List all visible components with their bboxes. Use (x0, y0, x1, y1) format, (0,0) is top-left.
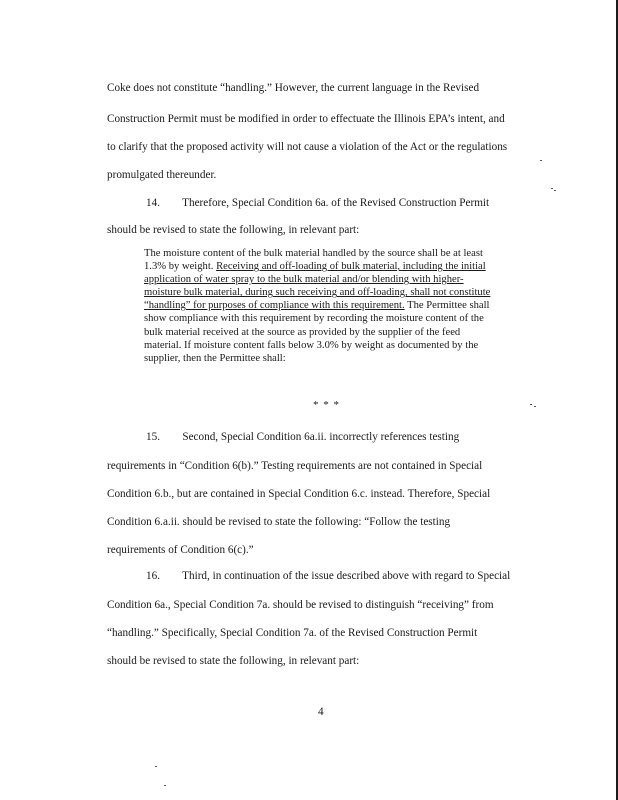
scan-speck (534, 406, 536, 407)
paragraph-16-line: 16. Third, in continuation of the issue described above with regard to Special (146, 570, 511, 582)
body-line: Coke does not constitute “handling.” However, the current language in the Revised (107, 82, 480, 94)
paragraph-16-line: should be revised to state the following, in relevant part: (107, 655, 360, 667)
paragraph-15-line: Condition 6.a.ii. should be revised to state the following: “Follow the testing (107, 516, 451, 528)
scan-speck (155, 766, 157, 767)
paragraph-15-line: Condition 6.b., but are contained in Special Condition 6.c. instead. Therefore, Special (107, 488, 491, 500)
block-quote (144, 247, 494, 365)
quote-underlined-insertion: Receiving and off-loading of bulk material, including the initial application of water spray to the bulk material and/or blending with higher-moisture bulk material, during such receiving and off-loading, shall not constitute “handling” for purposes of compliance with this requirement. (144, 261, 491, 312)
scan-speck (530, 404, 532, 405)
paragraph-16-line: Condition 6a., Special Condition 7a. should be revised to distinguish “receiving” from (107, 599, 494, 611)
body-line: to clarify that the proposed activity will not cause a violation of the Act or the regulations (107, 141, 508, 153)
body-line: Construction Permit must be modified in order to effectuate the Illinois EPA’s intent, and (107, 113, 505, 125)
paragraph-15-line: 15. Second, Special Condition 6a.ii. incorrectly references testing (146, 431, 460, 443)
quote-text-before: The moisture content of the bulk material handled by the source shall be at least 1.3% by weight. (144, 248, 483, 273)
paragraph-15-line: requirements in “Condition 6(b).” Testing requirements are not contained in Special (107, 460, 483, 472)
scan-speck (554, 190, 556, 191)
section-separator: * * * (313, 399, 340, 411)
scan-speck (164, 785, 166, 786)
quote-text-after: The Permittee shall show compliance with this requirement by recording the moisture content of the bulk material received at the source as provided by the supplier of the feed material. If moisture content falls below 3.0% by weight as documented by the supplier, then the Permittee shall: (144, 300, 490, 364)
paragraph-15-line: requirements of Condition 6(c).” (107, 544, 254, 556)
paragraph-14-first-line: 14. Therefore, Special Condition 6a. of the Revised Construction Permit (146, 197, 490, 209)
paragraph-16-line: “handling.” Specifically, Special Condition 7a. of the Revised Construction Permit (107, 627, 478, 639)
scan-speck (540, 160, 542, 161)
block-quote-text (144, 247, 494, 365)
scan-speck (551, 188, 553, 189)
body-line: promulgated thereunder. (107, 169, 217, 181)
page-number: 4 (318, 706, 324, 718)
paragraph-14-second-line: should be revised to state the following, in relevant part: (107, 224, 360, 236)
